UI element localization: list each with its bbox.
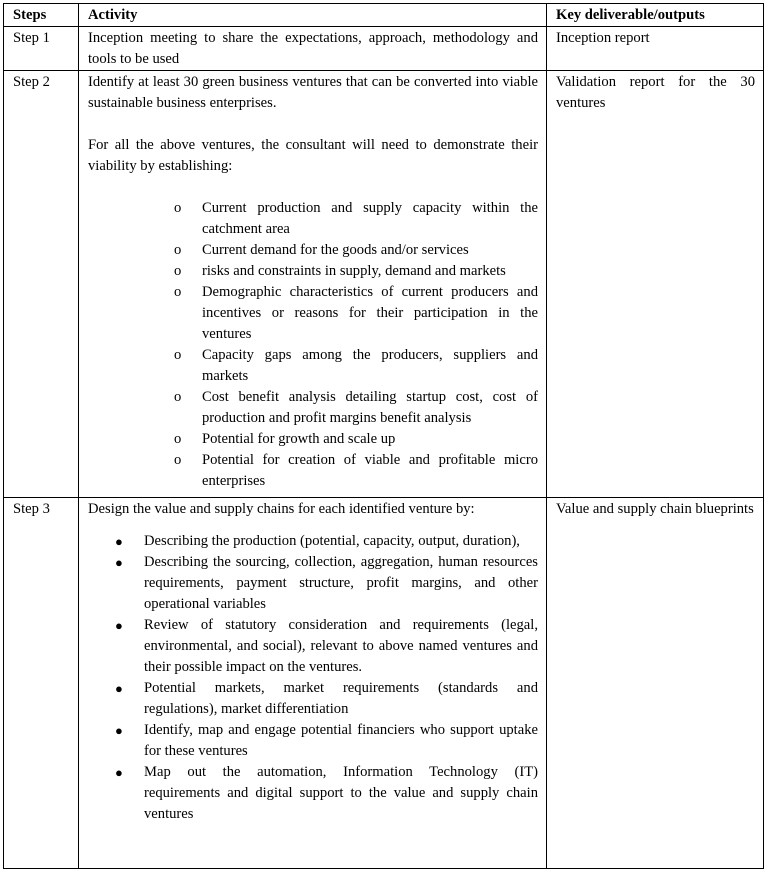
circle-bullet-icon: o — [174, 389, 182, 405]
activity-cell: Inception meeting to share the expectations, approach, methodology and tools to be used — [79, 27, 547, 71]
table-row — [4, 71, 764, 498]
list-item: ● Potential markets, market requirements (standards and regulations), market differentiation — [115, 680, 538, 717]
list-item: ● Identify, map and engage potential financiers who support uptake for these ventures — [115, 722, 538, 759]
activity-cell — [79, 71, 547, 498]
list-item: o Cost benefit analysis detailing startup cost, cost of production and profit margins benefit analysis — [174, 389, 538, 426]
activities-table — [3, 3, 764, 869]
step-cell: Step 2 — [4, 71, 79, 498]
activity-cell — [79, 498, 547, 869]
bullet-dot-icon: ● — [115, 681, 123, 696]
deliverable-cell: Inception report — [547, 27, 764, 71]
activity-paragraph: For all the above ventures, the consultant will need to demonstrate their viability by establishing: — [88, 137, 538, 174]
list-item: o Capacity gaps among the producers, suppliers and markets — [174, 347, 538, 384]
deliverable-cell: Validation report for the 30 ventures — [547, 71, 764, 498]
bullet-dot-icon: ● — [115, 555, 123, 570]
bullet-dot-icon: ● — [115, 765, 123, 780]
list-item: o risks and constraints in supply, demand and markets — [88, 261, 538, 282]
table-row — [4, 27, 764, 71]
header-steps: Steps — [4, 4, 79, 27]
step-cell: Step 3 — [4, 498, 79, 869]
list-item: o Potential for growth and scale up — [88, 429, 538, 450]
value-chain-list — [88, 531, 538, 825]
circle-bullet-icon: o — [174, 200, 182, 216]
list-item: ● Review of statutory consideration and requirements (legal, environmental, and social), relevant to above named ventures and their possible impact on the ventures. — [115, 617, 538, 675]
bullet-dot-icon: ● — [115, 723, 123, 738]
deliverable-cell: Value and supply chain blueprints — [547, 498, 764, 869]
circle-bullet-icon: o — [174, 452, 182, 468]
list-item: o Current production and supply capacity within the catchment area — [174, 200, 538, 237]
bullet-dot-icon: ● — [115, 618, 123, 633]
list-item: o Potential for creation of viable and profitable micro enterprises — [174, 452, 538, 489]
list-item: o Current demand for the goods and/or services — [88, 240, 538, 261]
circle-bullet-icon: o — [174, 347, 182, 363]
header-row — [4, 4, 764, 27]
header-deliverables: Key deliverable/outputs — [547, 4, 764, 27]
list-item: o Demographic characteristics of current producers and incentives or reasons for their participation in the ventures — [174, 284, 538, 342]
step-cell: Step 1 — [4, 27, 79, 71]
list-item: ● Map out the automation, Information Technology (IT) requirements and digital support to the value and supply chain ventures — [115, 764, 538, 822]
circle-bullet-icon: o — [174, 284, 182, 300]
circle-bullet-icon: o — [174, 242, 182, 258]
bullet-dot-icon: ● — [115, 534, 123, 549]
activity-intro: Design the value and supply chains for each identified venture by: — [88, 501, 475, 517]
list-item: ● Describing the sourcing, collection, aggregation, human resources requirements, payment structure, profit margins, and other operational variables — [115, 554, 538, 612]
table-row — [4, 498, 764, 869]
header-activity: Activity — [79, 4, 547, 27]
list-item: ● Describing the production (potential, capacity, output, duration), — [88, 531, 538, 552]
circle-bullet-icon: o — [174, 263, 182, 279]
activity-intro: Identify at least 30 green business ventures that can be converted into viable sustainable business enterprises. — [88, 74, 538, 111]
circle-bullet-icon: o — [174, 431, 182, 447]
viability-list — [88, 198, 538, 492]
